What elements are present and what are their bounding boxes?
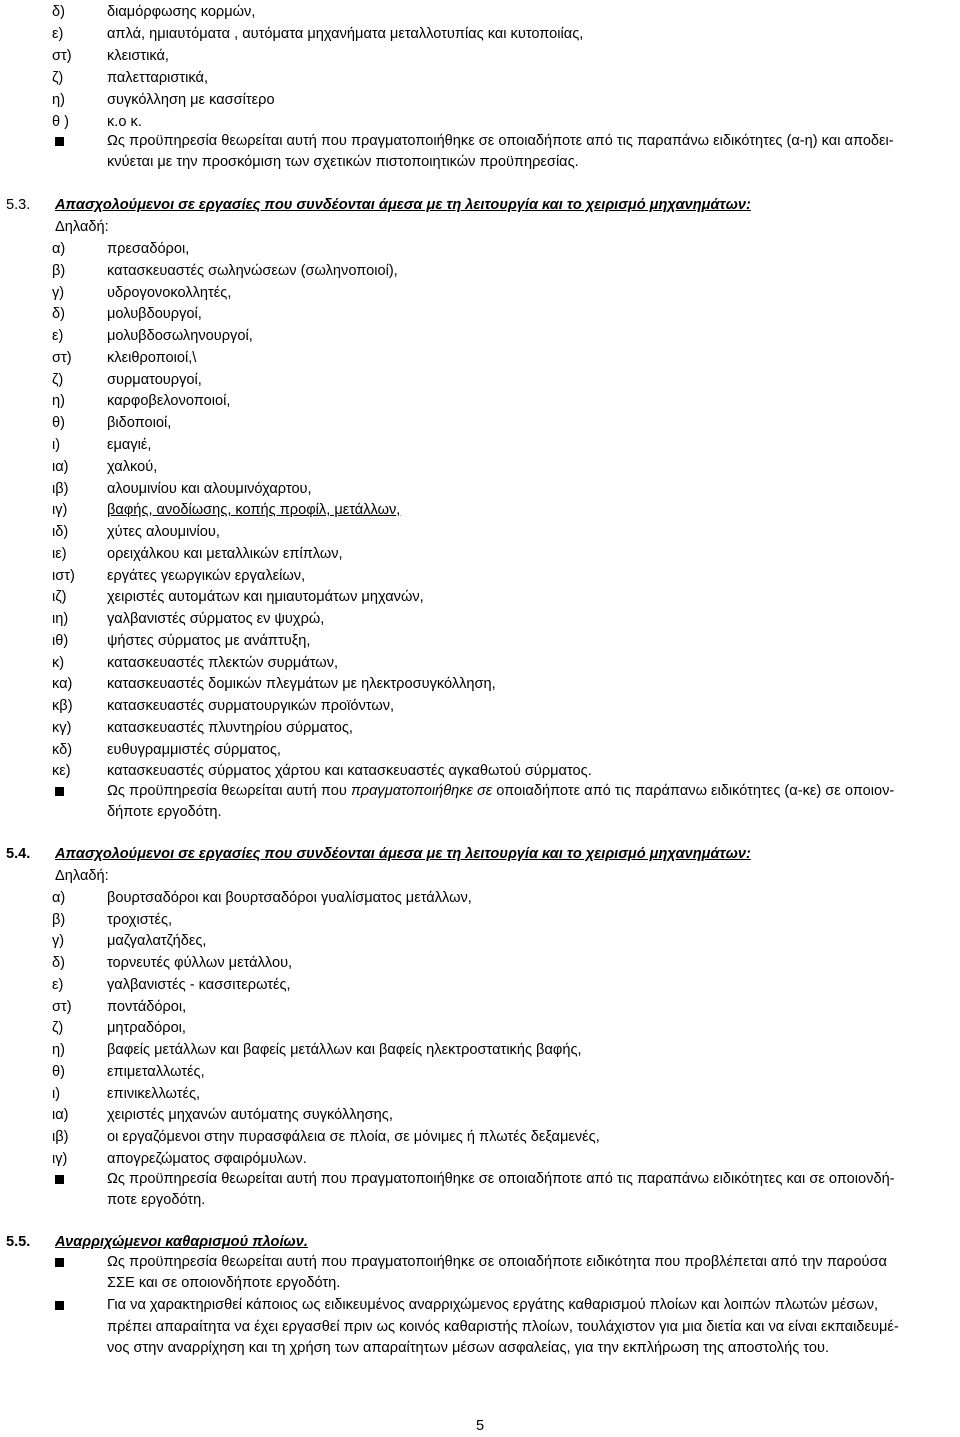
item-text: συγκόλληση με κασσίτερο	[107, 92, 275, 108]
item-text: κλειθροποιοί,\	[107, 350, 197, 366]
item-label: ι)	[52, 437, 61, 453]
item-text: χύτες αλουμινίου,	[107, 524, 220, 540]
list-item	[0, 23, 960, 45]
note-line	[107, 780, 894, 802]
item-label: δ)	[52, 4, 65, 20]
item-text: κατασκευαστές συρματουργικών προϊόντων,	[107, 698, 395, 714]
note-line: ποτε εργοδότη.	[107, 1192, 206, 1208]
item-text: κατασκευαστές πλεκτών συρμάτων,	[107, 655, 339, 671]
item-text: τροχιστές,	[107, 912, 173, 928]
item-label: θ)	[52, 415, 65, 431]
item-text: υδρογονοκολλητές,	[107, 285, 232, 301]
item-label: στ)	[52, 350, 72, 366]
item-label: ε)	[52, 26, 64, 42]
item-label: γ)	[52, 933, 65, 949]
item-label: δ)	[52, 955, 65, 971]
list-item	[0, 478, 960, 500]
item-text: βιδοποιοί,	[107, 415, 172, 431]
item-label: ιζ)	[52, 589, 67, 605]
list-item	[0, 695, 960, 717]
item-label: ιδ)	[52, 524, 69, 540]
item-label: ιστ)	[52, 568, 75, 584]
bullet-square-icon	[55, 1258, 64, 1267]
item-text: αλουμινίου και αλουμινόχαρτου,	[107, 481, 312, 497]
item-text: κατασκευαστές σωληνώσεων (σωληνοποιοί),	[107, 263, 398, 279]
item-text: απλά, ημιαυτόματα , αυτόματα μηχανήματα μεταλλοτυπίας και κυτοποιίας,	[107, 26, 584, 42]
bullet-square-icon	[55, 1175, 64, 1184]
section-note	[0, 1168, 960, 1190]
list-item	[0, 303, 960, 325]
item-text: επιμεταλλωτές,	[107, 1064, 205, 1080]
list-item	[0, 521, 960, 543]
dilady-label: Δηλαδή:	[55, 219, 109, 235]
item-text: χειριστές αυτομάτων και ημιαυτομάτων μηχανών,	[107, 589, 424, 605]
item-text: παλετταριστικά,	[107, 70, 209, 86]
item-label: ιβ)	[52, 1129, 69, 1145]
item-text: οι εργαζόμενοι στην πυρασφάλεια σε πλοία, σε μόνιμες ή πλωτές δεξαμενές,	[107, 1129, 600, 1145]
item-text: μολυβδουργοί,	[107, 306, 202, 322]
item-text: κατασκευαστές δομικών πλεγμάτων με ηλεκτροσυγκόλληση,	[107, 676, 496, 692]
item-text: τορνευτές φύλλων μετάλλου,	[107, 955, 293, 971]
item-label: γ)	[52, 285, 65, 301]
list-item	[0, 1126, 960, 1148]
note-line: δήποτε εργοδότη.	[107, 804, 222, 820]
section-note	[0, 780, 960, 802]
dilady-label: Δηλαδή:	[55, 868, 109, 884]
item-label: ζ)	[52, 372, 64, 388]
item-label: ζ)	[52, 70, 64, 86]
item-label: ιβ)	[52, 481, 69, 497]
item-text: κ.ο κ.	[107, 114, 142, 130]
list-item	[0, 499, 960, 521]
item-text: βαφής, ανοδίωσης, κοπής προφίλ, μετάλλων,	[107, 502, 401, 518]
note-line: νος στην αναρρίχηση και τη χρήση των απαραίτητων μέσων ασφαλείας, για την εκπλήρωση της αποστολής του.	[107, 1340, 830, 1356]
list-item	[0, 1083, 960, 1105]
list-item	[0, 739, 960, 761]
list-item	[0, 1039, 960, 1061]
list-item	[0, 930, 960, 952]
note-line: πρέπει απαραίτητα να έχει εργασθεί πριν ως κοινός καθαριστής πλοίων, τουλάχιστον για μια διετία και να είναι εκπαιδευμέ-	[107, 1319, 899, 1335]
item-text: πρεσαδόροι,	[107, 241, 190, 257]
item-label: β)	[52, 912, 66, 928]
note-line: Ως προϋπηρεσία θεωρείται αυτή που πραγματοποιήθηκε σε οποιαδήποτε από τις παραπάνω ειδικότητες και σε οποιονδή-	[107, 1171, 895, 1187]
item-text: απογρεζώματος σφαιρόμυλων.	[107, 1151, 307, 1167]
item-label: ε)	[52, 328, 64, 344]
note-line: Ως προϋπηρεσία θεωρείται αυτή που πραγματοποιήθηκε σε οποιαδήποτε ειδικότητα που προβλέπεται από την παρούσα	[107, 1254, 887, 1270]
list-item	[0, 456, 960, 478]
section-heading: Απασχολούμενοι σε εργασίες που συνδέονται άμεσα με τη λειτουργία και το χειρισμό μηχανημάτων:	[55, 197, 751, 213]
list-item	[0, 282, 960, 304]
item-label: κδ)	[52, 742, 73, 758]
list-item	[0, 1061, 960, 1083]
section-note	[0, 1251, 960, 1273]
section-number: 5.3.	[6, 197, 31, 213]
section-number: 5.4.	[6, 846, 31, 862]
note-line: Ως προϋπηρεσία θεωρείται αυτή που πραγματοποιήθηκε σε οποιαδήποτε από τις παραπάνω ειδικότητες (α-η) και αποδει-	[107, 133, 894, 149]
item-text: γαλβανιστές σύρματος εν ψυχρώ,	[107, 611, 325, 627]
list-item	[0, 887, 960, 909]
item-label: η)	[52, 1042, 65, 1058]
item-label: η)	[52, 393, 65, 409]
item-text: ευθυγραμμιστές σύρματος,	[107, 742, 281, 758]
item-label: ζ)	[52, 1020, 64, 1036]
list-item	[0, 412, 960, 434]
bullet-square-icon	[55, 1301, 64, 1310]
list-item	[0, 369, 960, 391]
note-text: Ως προϋπηρεσία θεωρείται αυτή που	[107, 783, 351, 799]
list-item	[0, 565, 960, 587]
list-item	[0, 347, 960, 369]
item-label: κα)	[52, 676, 73, 692]
item-text: συρματουργοί,	[107, 372, 202, 388]
item-label: κε)	[52, 763, 71, 779]
list-item	[0, 673, 960, 695]
section-number: 5.5.	[6, 1234, 31, 1250]
item-label: α)	[52, 890, 66, 906]
item-label: ιθ)	[52, 633, 69, 649]
section-heading: Αναρριχώμενοι καθαρισμού πλοίων.	[55, 1234, 308, 1250]
item-text: βουρτσαδόροι και βουρτσαδόροι γυαλίσματος μετάλλων,	[107, 890, 472, 906]
item-label: κβ)	[52, 698, 73, 714]
list-item	[0, 434, 960, 456]
list-item	[0, 586, 960, 608]
item-text: διαμόρφωσης κορμών,	[107, 4, 256, 20]
section-note	[0, 1294, 960, 1316]
item-label: ιη)	[52, 611, 69, 627]
list-item	[0, 952, 960, 974]
item-label: ε)	[52, 977, 64, 993]
list-item	[0, 67, 960, 89]
item-label: η)	[52, 92, 65, 108]
item-text: βαφείς μετάλλων και βαφείς μετάλλων και βαφείς ηλεκτροστατικής βαφής,	[107, 1042, 582, 1058]
list-item	[0, 390, 960, 412]
item-label: δ)	[52, 306, 65, 322]
list-item	[0, 238, 960, 260]
item-label: στ)	[52, 999, 72, 1015]
list-item	[0, 89, 960, 111]
list-item	[0, 652, 960, 674]
list-item	[0, 1148, 960, 1170]
list-item	[0, 717, 960, 739]
item-text: μολυβδοσωληνουργοί,	[107, 328, 253, 344]
item-text: καρφοβελονοποιοί,	[107, 393, 231, 409]
item-label: β)	[52, 263, 66, 279]
item-label: α)	[52, 241, 66, 257]
item-label: ι)	[52, 1086, 61, 1102]
item-label: ιγ)	[52, 1151, 68, 1167]
bullet-square-icon	[55, 787, 64, 796]
item-text: χαλκού,	[107, 459, 158, 475]
list-item	[0, 260, 960, 282]
item-text: μαζγαλατζήδες,	[107, 933, 207, 949]
item-label: κγ)	[52, 720, 72, 736]
item-text: κλειστικά,	[107, 48, 169, 64]
note-line: Για να χαρακτηρισθεί κάποιος ως ειδικευμένος αναρριχώμενος εργάτης καθαρισμού πλοίων και λοιπών πλωτών μέσων,	[107, 1297, 879, 1313]
bullet-square-icon	[55, 137, 64, 146]
item-label: θ)	[52, 1064, 65, 1080]
note-line: κνύεται με την προσκόμιση των σχετικών πιστοποιητικών προϋπηρεσίας.	[107, 154, 579, 170]
item-text: ορειχάλκου και μεταλλικών επίπλων,	[107, 546, 343, 562]
item-label: ια)	[52, 1107, 69, 1123]
list-item	[0, 974, 960, 996]
list-item	[0, 45, 960, 67]
item-text: χειριστές μηχανών αυτόματης συγκόλλησης,	[107, 1107, 393, 1123]
item-text: κατασκευαστές σύρματος χάρτου και κατασκευαστές αγκαθωτού σύρματος.	[107, 763, 592, 779]
item-label: ια)	[52, 459, 69, 475]
section-heading: Απασχολούμενοι σε εργασίες που συνδέονται άμεσα με τη λειτουργία και το χειρισμό μηχανημάτων:	[55, 846, 751, 862]
page-number: 5	[475, 1418, 485, 1434]
list-item	[0, 325, 960, 347]
list-item	[0, 996, 960, 1018]
list-item	[0, 909, 960, 931]
note-line: ΣΣΕ και σε οποιονδήποτε εργοδότη.	[107, 1275, 341, 1291]
item-text: εμαγιέ,	[107, 437, 152, 453]
list-item	[0, 630, 960, 652]
list-item	[0, 608, 960, 630]
item-text: εργάτες γεωργικών εργαλείων,	[107, 568, 306, 584]
list-item	[0, 1, 960, 23]
list-item	[0, 760, 960, 782]
item-text: ποντάδόροι,	[107, 999, 187, 1015]
note-text: οποιαδήποτε από τις παράπανω ειδικότητες (α-κε) σε οποιον-	[496, 783, 895, 799]
item-text: μητραδόροι,	[107, 1020, 186, 1036]
item-text: γαλβανιστές - κασσιτερωτές,	[107, 977, 291, 993]
list-item	[0, 1017, 960, 1039]
item-label: ιγ)	[52, 502, 68, 518]
item-text: ψήστες σύρματος με ανάπτυξη,	[107, 633, 311, 649]
item-label: στ)	[52, 48, 72, 64]
item-text: κατασκευαστές πλυντηρίου σύρματος,	[107, 720, 353, 736]
item-label: κ)	[52, 655, 65, 671]
item-label: ιε)	[52, 546, 67, 562]
list-item	[0, 1104, 960, 1126]
item-label: θ )	[52, 114, 70, 130]
item-text: επινικελλωτές,	[107, 1086, 201, 1102]
list-item	[0, 543, 960, 565]
note-italic-text: πραγματοποιήθηκε σε	[350, 783, 497, 799]
